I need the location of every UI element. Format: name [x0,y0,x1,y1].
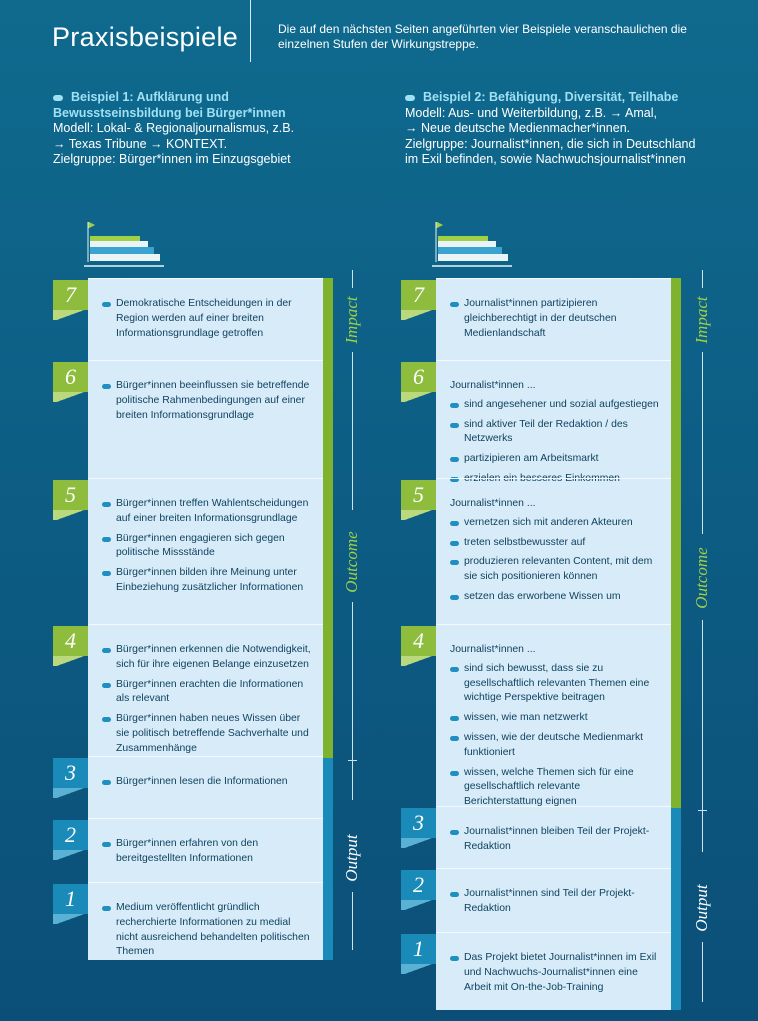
step-lead: Journalist*innen ... [450,644,536,655]
output-label: Output [692,884,711,932]
step-content [450,379,661,492]
step-item: sind sich bewusst, dass sie zu gesellschaftlich relevanten Themen eine wichtige Perspektive beitragen [450,662,661,706]
step-tab-fold [53,510,88,520]
step-lead: Journalist*innen ... [450,498,536,509]
output-bar [671,808,681,1010]
step-number: 5 [53,480,88,510]
step-row [88,478,323,625]
step-row [88,278,323,361]
step-tab-fold [401,510,436,520]
step-content [450,825,661,860]
output-line [702,942,703,1002]
page-title: Praxisbeispiele [52,22,239,52]
step-row [88,756,323,819]
step-number: 2 [401,870,436,900]
impact-label: Impact [342,296,361,344]
outcome-label: Outcome [692,547,711,609]
step-item: sind angesehener und sozial aufgestiegen [450,398,661,413]
step-number: 1 [53,884,88,914]
intro-text: Die auf den nächsten Seiten angeführten vier Beispiele veranschaulichen die einzelnen Stufen der Wirkungstreppe. [278,22,687,51]
step-number: 5 [401,480,436,510]
outcome-line [352,602,353,800]
step-number: 3 [53,758,88,788]
step-item: Bürger*innen engagieren sich gegen politische Missstände [102,532,313,562]
step-content [450,951,661,1000]
step-item: Das Projekt bietet Journalist*innen im Exil und Nachwuchs-Journalist*innen eine Arbeit mit On-the-Job-Training [450,951,661,995]
step-item: partizipieren am Arbeitsmarkt [450,452,661,467]
step-tab-fold [401,392,436,402]
step-item: Bürger*innen beeinflussen sie betreffende politische Rahmenbedingungen auf einer breiten Informationsgrundlage [102,379,313,423]
step-tab-fold [401,838,436,848]
step-tab-fold [53,656,88,666]
step-row [88,360,323,479]
step-item: sind aktiver Teil der Redaktion / des Netzwerks [450,418,661,448]
step-item: Demokratische Entscheidungen in der Region werden auf einer breiten Informationsgrundlage getroffen [102,297,313,341]
step-number: 4 [53,626,88,656]
step-content [102,297,313,346]
step-item: wissen, wie man netzwerkt [450,711,661,726]
step-item: wissen, welche Themen sich für eine gesellschaftlich relevante Berichterstattung eignen [450,766,661,810]
step-tab-fold [401,964,436,974]
step-row [436,360,671,484]
example-1-title: Beispiel 1: Aufklärung und [71,90,229,104]
impact-line [702,270,703,288]
step-item: Bürger*innen treffen Wahlentscheidungen auf einer breiten Informationsgrundlage [102,497,313,527]
output-bar [323,758,333,960]
impact-line [352,352,353,510]
output-label: Output [342,834,361,882]
stairs-icon [84,222,164,268]
step-item: Bürger*innen lesen die Informationen [102,775,313,790]
step-number: 2 [53,820,88,850]
phase-tick [348,760,357,761]
step-item: produzieren relevanten Content, mit dem sie sich positionieren können [450,555,661,585]
step-number: 1 [401,934,436,964]
example-1-staircase [53,278,353,962]
impact-label: Impact [692,296,711,344]
title-divider [250,0,251,62]
impact-outcome-bar [671,278,681,808]
step-tab-fold [401,656,436,666]
step-row [88,624,323,757]
step-row [436,278,671,361]
step-item: setzen das erworbene Wissen um [450,590,661,605]
bullet-icon [405,95,415,101]
example-1-title-line2: Bewusstseinsbildung bei Bürger*innen [53,105,286,120]
step-item: treten selbstbewusster auf [450,536,661,551]
step-item: Bürger*innen haben neues Wissen über sie politisch betreffende Sachverhalte und Zusammenhänge [102,712,313,756]
step-number: 3 [401,808,436,838]
impact-line [702,352,703,534]
step-tab-fold [53,850,88,860]
step-tab-fold [53,392,88,402]
step-row [436,624,671,807]
step-content [102,497,313,601]
step-content [450,887,661,922]
example-1-model-line2: → Texas Tribune → KONTEXT. [53,136,228,151]
example-2-target-line2: im Exil befinden, sowie Nachwuchsjournalist*innen [405,152,686,166]
step-number: 7 [53,280,88,310]
stairs-icon [432,222,512,268]
example-2-staircase [401,278,701,1012]
outcome-line [702,620,703,852]
step-content [102,775,313,795]
step-number: 6 [401,362,436,392]
step-number: 4 [401,626,436,656]
example-2-model-line2: → Neue deutsche Medienmacher*innen. [405,121,631,135]
example-2-title: Beispiel 2: Befähigung, Diversität, Teilhabe [423,90,679,104]
step-content [102,837,313,872]
step-row [436,932,671,1009]
example-2-target: Zielgruppe: Journalist*innen, die sich in Deutschland [405,136,696,151]
step-item: Bürger*innen erfahren von den bereitgestellten Informationen [102,837,313,867]
step-item: Journalist*innen bleiben Teil der Projekt-Redaktion [450,825,661,855]
step-tab-fold [53,310,88,320]
step-content [450,297,661,346]
example-1-target: Zielgruppe: Bürger*innen im Einzugsgebiet [53,152,291,166]
output-line [352,892,353,950]
step-row [436,806,671,869]
step-item: Bürger*innen erachten die Informationen als relevant [102,678,313,708]
step-lead: Journalist*innen ... [450,380,536,391]
example-1-header [53,90,373,168]
step-row [436,478,671,625]
step-item: Bürger*innen erkennen die Notwendigkeit, sich für ihre eigenen Belange einzusetzen [102,643,313,673]
step-content [450,643,661,815]
example-1-model: Modell: Lokal- & Regionaljournalismus, z.B. [53,121,295,135]
step-item: Journalist*innen partizipieren gleichberechtigt in der deutschen Medienlandschaft [450,297,661,341]
impact-line [352,270,353,288]
step-content [102,379,313,428]
step-item: wissen, wie der deutsche Medienmarkt funktioniert [450,731,661,761]
step-number: 7 [401,280,436,310]
step-item: Bürger*innen bilden ihre Meinung unter Einbeziehung zusätzlicher Informationen [102,566,313,596]
step-item: Medium veröffentlicht gründlich recherchierte Informationen zu medial nicht ausreichend behandelten politischen Themen [102,901,313,960]
step-item: vernetzen sich mit anderen Akteuren [450,516,661,531]
step-content [102,901,313,965]
step-tab-fold [53,788,88,798]
phase-tick [698,810,707,811]
step-tab-fold [53,914,88,924]
step-content [102,643,313,762]
example-2-model: Modell: Aus- und Weiterbildung, z.B. → Amal, [405,105,657,120]
example-2-header [405,90,745,168]
step-item: Journalist*innen sind Teil der Projekt-Redaktion [450,887,661,917]
step-item: erzielen ein besseres Einkommen [450,472,661,487]
outcome-label: Outcome [342,531,361,593]
step-row [88,818,323,883]
bullet-icon [53,95,63,101]
step-tab-fold [401,310,436,320]
step-content [450,497,661,610]
step-row [436,868,671,933]
step-number: 6 [53,362,88,392]
impact-outcome-bar [323,278,333,758]
step-row [88,882,323,959]
step-tab-fold [401,900,436,910]
